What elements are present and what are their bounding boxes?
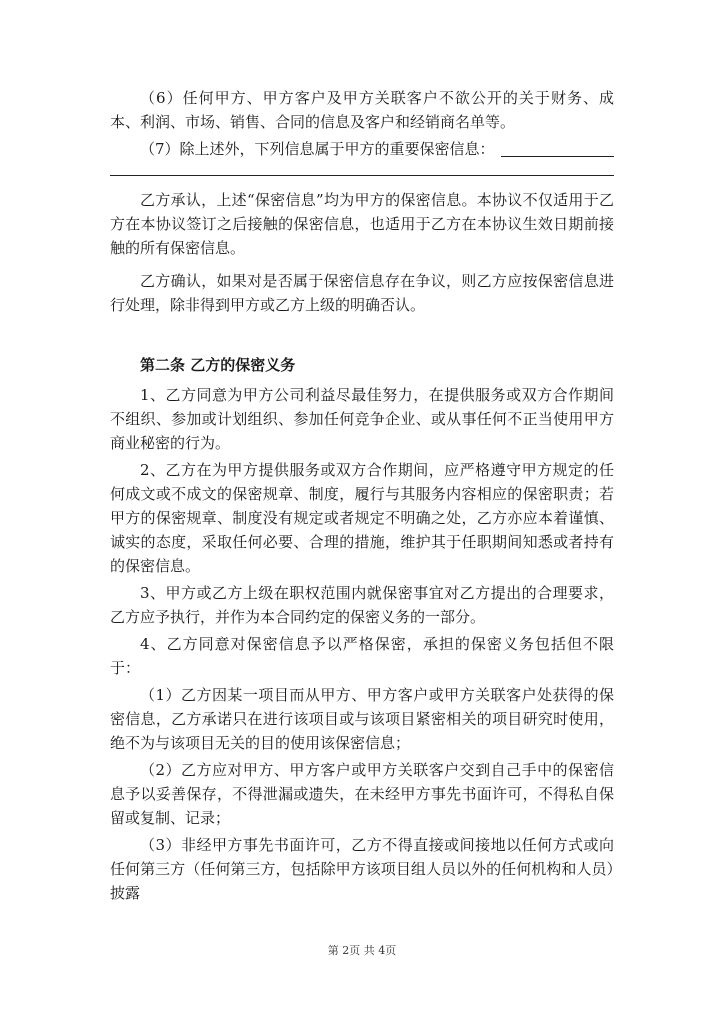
obligation-subitem-3: （3）非经甲方事先书面许可，乙方不得直接或间接地以任何方式或向任何第三方（任何第三方，包括除甲方该项目组人员以外的任何机构和人员）披露 xyxy=(110,836,614,902)
clause-item-6: （6）任何甲方、甲方客户及甲方关联客户不欲公开的关于财务、成本、利润、市场、销售、合同的信息及客户和经销商名单等。 xyxy=(110,89,614,131)
clause-item-7-text: （7）除上述外，下列信息属于甲方的重要保密信息： xyxy=(140,140,495,158)
fill-in-blank-line xyxy=(110,175,614,176)
acknowledgement-paragraph: 乙方承认，上述“保密信息”均为甲方的保密信息。本协议不仅适用于乙方在本协议签订之后接触的保密信息，也适用于乙方在本协议生效日期前接触的所有保密信息。 xyxy=(110,191,614,257)
obligation-item-3: 3、甲方或乙方上级在职权范围内就保密事宜对乙方提出的合理要求，乙方应予执行，并作为本合同约定的保密义务的一部分。 xyxy=(110,584,614,626)
document-body xyxy=(110,86,614,905)
obligation-subitem-2: （2）乙方应对甲方、甲方客户或甲方关联客户交到自己手中的保密信息予以妥善保存，不得泄漏或遗失，在未经甲方事先书面许可，不得私自保留或复制、记录； xyxy=(110,761,614,827)
obligation-item-4: 4、乙方同意对保密信息予以严格保密，承担的保密义务包括但不限于： xyxy=(110,635,614,677)
section-heading: 第二条 乙方的保密义务 xyxy=(140,356,296,374)
obligation-item-2: 2、乙方在为甲方提供服务或双方合作期间，应严格遵守甲方规定的任何成文或不成文的保密规章、制度，履行与其服务内容相应的保密职责；若甲方的保密规章、制度没有规定或者规定不明确之处，乙方亦应本着谨慎、诚实的态度，采取任何必要、合理的措施，维护其于任职期间知悉或者持有的保密信息。 xyxy=(110,461,614,575)
page-footer: 第 2页 共 4页 xyxy=(327,944,397,957)
fill-in-blank-inline xyxy=(501,140,614,157)
obligation-item-1: 1、乙方同意为甲方公司利益尽最佳努力，在提供服务或双方合作期间不组织、参加或计划组织、参加任何竞争企业、或从事任何不正当使用甲方商业秘密的行为。 xyxy=(110,386,614,452)
clause-item-7 xyxy=(110,137,614,161)
confirmation-paragraph: 乙方确认，如果对是否属于保密信息存在争议，则乙方应按保密信息进行处理，除非得到甲方或乙方上级的明确否认。 xyxy=(110,272,614,314)
obligation-subitem-1: （1）乙方因某一项目而从甲方、甲方客户或甲方关联客户处获得的保密信息，乙方承诺只在进行该项目或与该项目紧密相关的项目研究时使用，绝不为与该项目无关的目的使用该保密信息； xyxy=(110,686,614,752)
